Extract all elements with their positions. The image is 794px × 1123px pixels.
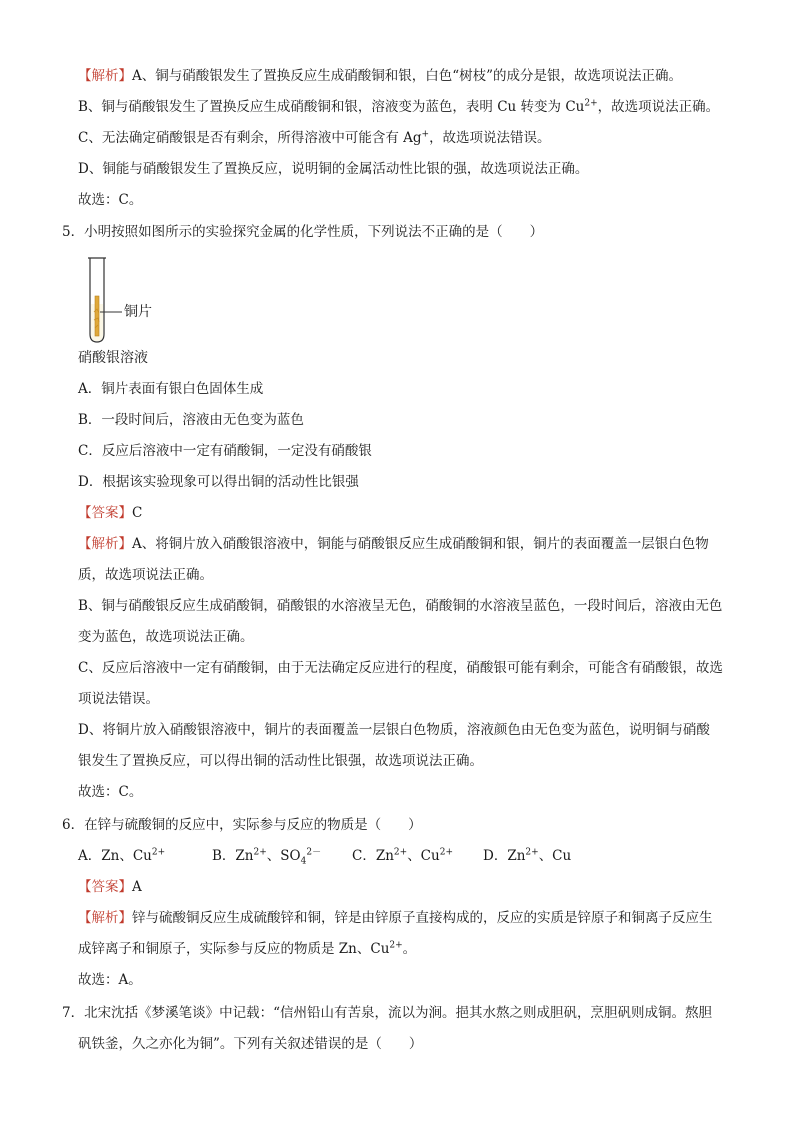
q4-analysis-a: 【解析】A、铜与硝酸银发生了置换反应生成硝酸铜和银，白色“树枝”的成分是银，故选项说法正确。 <box>78 68 683 84</box>
analysis-tag: 【解析】 <box>78 68 132 84</box>
copper-strip-label: 铜片 <box>124 304 152 320</box>
q6-option-a: A．Zn、$Cu^{2+}$ <box>78 847 166 864</box>
copper-strip <box>95 296 99 336</box>
q6-analysis-2: 成锌离子和铜原子，实际参与反应的物质是 Zn、$Cu^{2+}$。 <box>78 940 417 957</box>
q6-stem: 6．在锌与硫酸铜的反应中，实际参与反应的物质是（ ） <box>62 817 422 833</box>
q5-analysis-a1: 【解析】A、将铜片放入硝酸银溶液中，铜能与硝酸银反应生成硝酸铜和银，铜片的表面覆盖一层银白色物 <box>78 536 709 552</box>
q4-choice: 故选：C。 <box>78 192 143 208</box>
q5-option-d: D．根据该实验现象可以得出铜的活动性比银强 <box>78 474 359 490</box>
q6-option-c: C．$Zn^{2+}$、$Cu^{2+}$ <box>352 847 453 864</box>
test-tube-diagram <box>84 254 164 346</box>
q5-analysis-b2: 变为蓝色，故选项说法正确。 <box>78 629 254 645</box>
q5-option-b: B．一段时间后，溶液由无色变为蓝色 <box>78 412 304 428</box>
q5-analysis-d2: 银发生了置换反应，可以得出铜的活动性比银强，故选项说法正确。 <box>78 753 483 769</box>
q7-stem-line-1: 7．北宋沈括《梦溪笔谈》中记载：“信州铅山有苦泉，流以为涧。挹其水熬之则成胆矾，烹胆矾则成铜。熬胆 <box>62 1005 712 1021</box>
answer-tag: 【答案】 <box>78 505 132 521</box>
q6-option-b: B．$Zn^{2+}$、$SO_4^{2-}$ <box>212 847 322 867</box>
analysis-tag: 【解析】 <box>78 910 132 926</box>
q5-stem: 5．小明按照如图所示的实验探究金属的化学性质，下列说法不正确的是（ ） <box>62 224 544 240</box>
q5-analysis-c2: 项说法错误。 <box>78 691 159 707</box>
q7-stem-line-2: 矾铁釜，久之亦化为铜”。下列有关叙述错误的是（ ） <box>78 1036 423 1052</box>
q4-analysis-b: B、铜与硝酸银发生了置换反应生成硝酸铜和银，溶液变为蓝色，表明 Cu 转变为 $Cu^{2+}$，故选项说法正确。 <box>78 98 720 115</box>
q5-analysis-a2: 质，故选项说法正确。 <box>78 567 213 583</box>
q6-answer: 【答案】A <box>78 879 142 895</box>
q5-answer: 【答案】C <box>78 505 143 521</box>
q6-option-d: D．$Zn^{2+}$、Cu <box>483 847 572 864</box>
silver-nitrate-label: 硝酸银溶液 <box>78 350 148 366</box>
q5-option-a: A．铜片表面有银白色固体生成 <box>78 381 264 397</box>
q5-analysis-b1: B、铜与硝酸银反应生成硝酸铜，硝酸银的水溶液呈无色，硝酸铜的水溶液呈蓝色，一段时间后，溶液由无色 <box>78 598 723 614</box>
q6-choice: 故选：A。 <box>78 972 142 988</box>
q5-option-c: C．反应后溶液中一定有硝酸铜，一定没有硝酸银 <box>78 443 372 459</box>
test-tube-figure <box>84 254 164 346</box>
q5-analysis-d1: D、将铜片放入硝酸银溶液中，铜片的表面覆盖一层银白色物质，溶液颜色由无色变为蓝色，说明铜与硝酸 <box>78 722 710 738</box>
analysis-tag: 【解析】 <box>78 536 132 552</box>
q6-analysis-1: 【解析】锌与硫酸铜反应生成硫酸锌和铜，锌是由锌原子直接构成的，反应的实质是锌原子和铜离子反应生 <box>78 910 713 926</box>
q4-analysis-d: D、铜能与硝酸银发生了置换反应，说明铜的金属活动性比银的强，故选项说法正确。 <box>78 161 589 177</box>
q5-choice: 故选：C。 <box>78 784 143 800</box>
q5-analysis-c1: C、反应后溶液中一定有硝酸铜，由于无法确定反应进行的程度，硝酸银可能有剩余，可能含有硝酸银，故选 <box>78 660 723 676</box>
answer-tag: 【答案】 <box>78 879 132 895</box>
q4-analysis-c: C、无法确定硝酸银是否有剩余，所得溶液中可能含有 Ag+，故选项说法错误。 <box>78 129 551 146</box>
